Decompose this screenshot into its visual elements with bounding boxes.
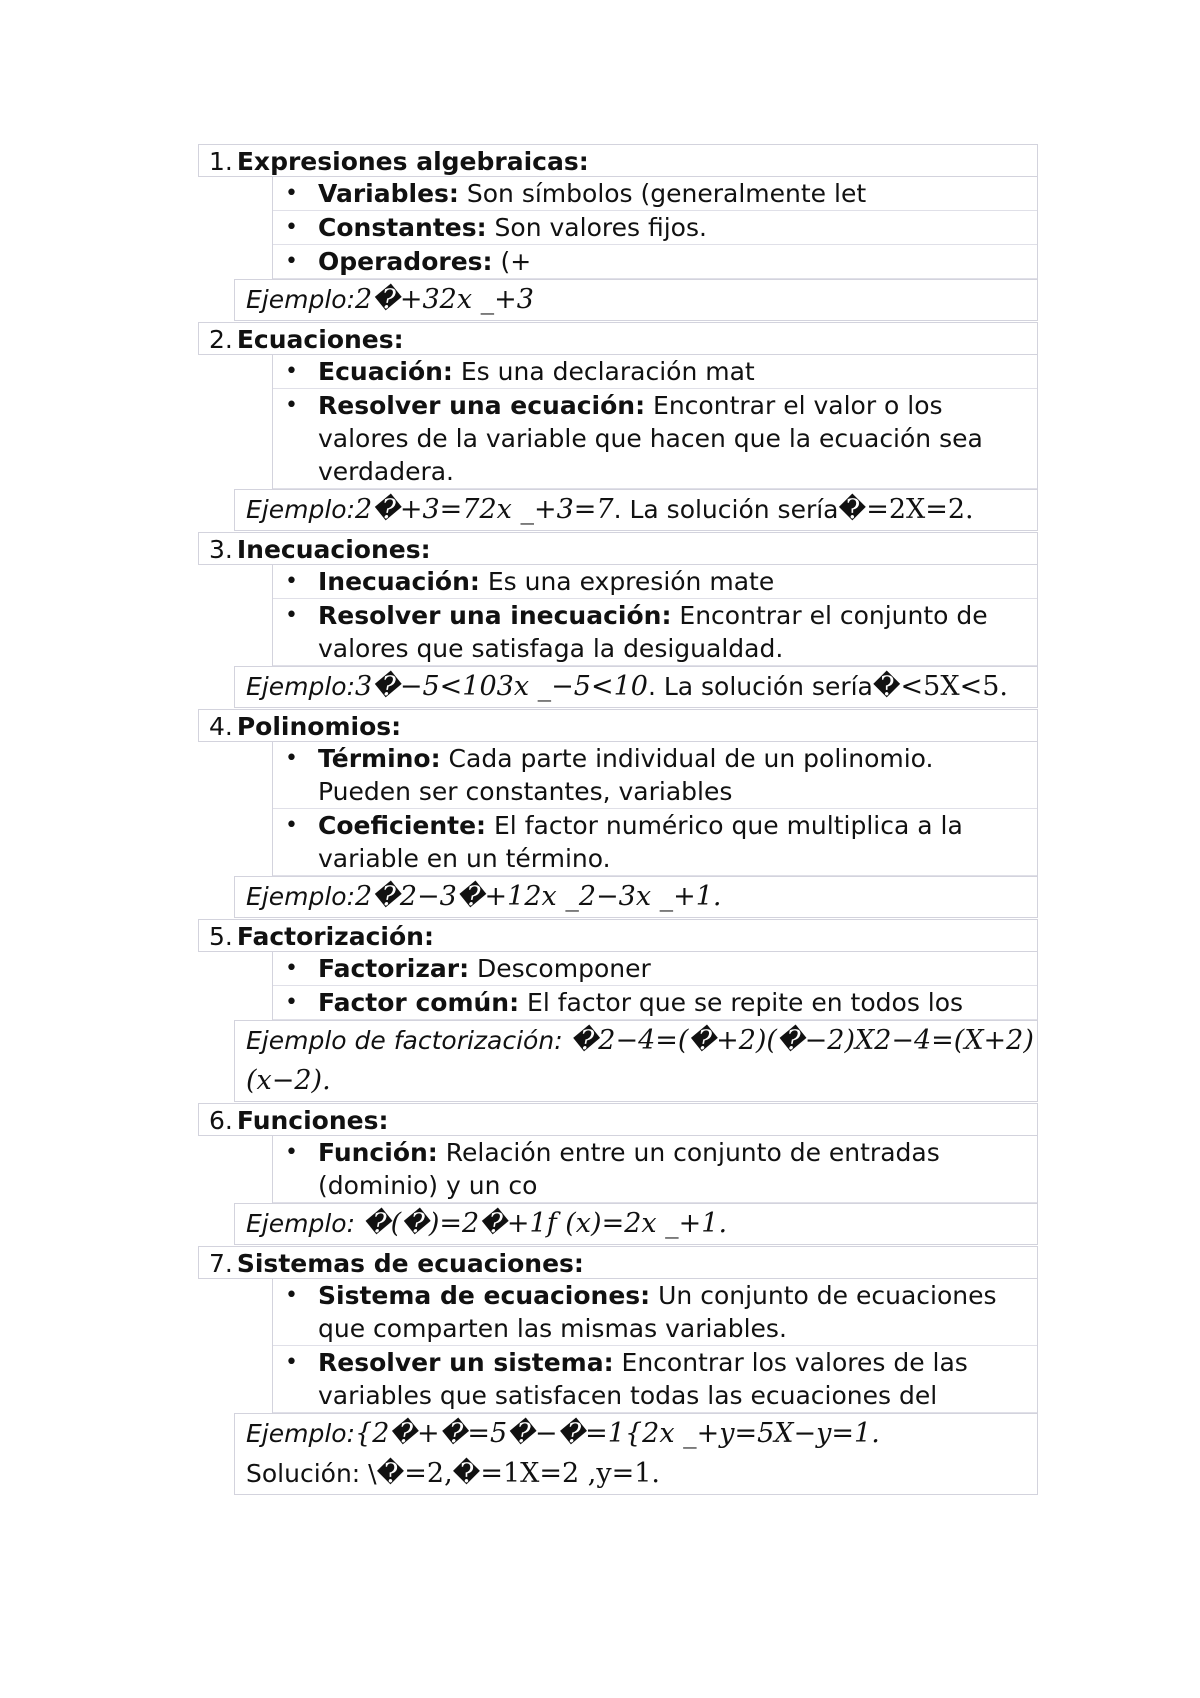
section-number: 5.	[209, 922, 233, 951]
example-block	[234, 489, 1038, 531]
item-list	[272, 565, 1038, 666]
section-number: 2.	[209, 325, 233, 354]
bullet-icon: •	[285, 215, 298, 240]
list-item	[273, 177, 1037, 211]
solution-label: Solución: \	[246, 1459, 377, 1488]
list-item	[273, 809, 1037, 876]
item-list	[272, 1279, 1038, 1413]
item-text: Encontrar el valor o los valores de la variable que hacen que la ecuación sea verdadera.	[318, 391, 983, 486]
example-block	[234, 666, 1038, 708]
item-list	[272, 177, 1038, 279]
bullet-icon: •	[285, 956, 298, 981]
example-text: . La solución sería	[613, 495, 839, 524]
bullet-icon: •	[285, 603, 298, 628]
item-term: Resolver una ecuación:	[318, 391, 646, 420]
section-title: Factorización:	[236, 922, 434, 951]
list-item	[273, 211, 1037, 245]
document	[198, 143, 1038, 1495]
section-heading	[198, 144, 1038, 177]
bullet-icon: •	[285, 249, 298, 274]
list-item	[273, 742, 1037, 809]
example-math: 2�2−3�+12x _2−3x _+1.	[355, 881, 722, 912]
section-heading	[198, 1246, 1038, 1279]
example-math: {2�+�=5�−�=1{2x _+y=5X−y=1.	[355, 1418, 880, 1449]
item-text: (+	[492, 247, 532, 276]
item-text: Descomponer	[469, 954, 651, 983]
list-item	[273, 389, 1037, 489]
section-number: 6.	[209, 1106, 233, 1135]
bullet-icon: •	[285, 1350, 298, 1375]
section-title: Sistemas de ecuaciones:	[236, 1249, 584, 1278]
item-text: Encontrar los valores de las variables que satisfacen todas las ecuaciones del	[318, 1348, 968, 1410]
item-term: Ecuación:	[318, 357, 453, 386]
bullet-icon: •	[285, 181, 298, 206]
item-text: Relación entre un conjunto de entradas (dominio) y un co	[318, 1138, 940, 1200]
example-label: Ejemplo:	[246, 1209, 356, 1238]
list-item	[273, 952, 1037, 986]
item-text: Cada parte individual de un polinomio. Pueden ser constantes, variables	[318, 744, 934, 806]
section-heading	[198, 709, 1038, 742]
item-text: Encontrar el conjunto de valores que satisfaga la desigualdad.	[318, 601, 988, 663]
example-block	[234, 279, 1038, 321]
item-text: Un conjunto de ecuaciones que comparten las mismas variables.	[318, 1281, 997, 1343]
example-line	[246, 1414, 1037, 1454]
section-heading	[198, 322, 1038, 355]
example-label: Ejemplo:	[246, 882, 356, 911]
list-item	[273, 1279, 1037, 1346]
list-item	[273, 1136, 1037, 1203]
list-item	[273, 1346, 1037, 1413]
section-number: 7.	[209, 1249, 233, 1278]
section-heading	[198, 532, 1038, 565]
item-term: Factor común:	[318, 988, 520, 1017]
solution-math: �=2,�=1X=2 ,y=1.	[376, 1458, 660, 1489]
solution-line	[246, 1454, 1037, 1494]
item-list	[272, 1136, 1038, 1203]
example-text: . La solución sería	[647, 672, 873, 701]
item-text: Es una expresión mate	[479, 567, 775, 596]
item-text: El factor numérico que multiplica a la variable en un término.	[318, 811, 963, 873]
section-heading	[198, 1103, 1038, 1136]
example-label: Ejemplo de factorización:	[246, 1026, 563, 1055]
section-number: 1.	[209, 147, 233, 176]
item-text: El factor que se repite en todos los	[519, 988, 964, 1017]
bullet-icon: •	[285, 1283, 298, 1308]
example-label: Ejemplo:	[246, 285, 356, 314]
bullet-icon: •	[285, 569, 298, 594]
bullet-icon: •	[285, 393, 298, 418]
item-term: Coeficiente:	[318, 811, 487, 840]
example-math: 3�−5<103x _−5<10	[355, 671, 648, 702]
section-title: Expresiones algebraicas:	[236, 147, 589, 176]
list-item	[273, 245, 1037, 279]
example-result: �=2X=2.	[838, 494, 974, 525]
item-term: Constantes:	[318, 213, 487, 242]
section-title: Polinomios:	[236, 712, 402, 741]
section-title: Inecuaciones:	[236, 535, 431, 564]
example-result: �<5X<5.	[872, 671, 1008, 702]
section-title: Funciones:	[236, 1106, 389, 1135]
item-text: Son símbolos (generalmente let	[458, 179, 867, 208]
example-math: �2−4=(�+2)(�−2)X2−4=(X+2)(x−2).	[246, 1025, 1034, 1096]
item-term: Variables:	[318, 179, 459, 208]
item-term: Factorizar:	[318, 954, 470, 983]
item-term: Término:	[318, 744, 441, 773]
example-label: Ejemplo:	[246, 495, 356, 524]
item-term: Operadores:	[318, 247, 493, 276]
example-block	[234, 1203, 1038, 1245]
item-text: Es una declaración mat	[452, 357, 755, 386]
section-number: 4.	[209, 712, 233, 741]
example-math: �(�)=2�+1f (x)=2x _+1.	[362, 1208, 728, 1239]
section-number: 3.	[209, 535, 233, 564]
bullet-icon: •	[285, 990, 298, 1015]
example-math: 2�+32x _+3	[355, 284, 534, 315]
bullet-icon: •	[285, 746, 298, 771]
item-term: Función:	[318, 1138, 438, 1167]
example-label: Ejemplo:	[246, 1419, 356, 1448]
example-block	[234, 1413, 1038, 1495]
example-math: 2�+3=72x _+3=7	[355, 494, 614, 525]
section-title: Ecuaciones:	[236, 325, 404, 354]
example-block	[234, 876, 1038, 918]
bullet-icon: •	[285, 359, 298, 384]
list-item	[273, 599, 1037, 666]
list-item	[273, 355, 1037, 389]
item-text: Son valores fijos.	[486, 213, 707, 242]
example-block	[234, 1020, 1038, 1102]
example-label: Ejemplo:	[246, 672, 356, 701]
section-heading	[198, 919, 1038, 952]
item-list	[272, 742, 1038, 876]
item-term: Resolver una inecuación:	[318, 601, 672, 630]
list-item	[273, 565, 1037, 599]
item-list	[272, 952, 1038, 1020]
bullet-icon: •	[285, 1140, 298, 1165]
list-item	[273, 986, 1037, 1020]
item-list	[272, 355, 1038, 489]
bullet-icon: •	[285, 813, 298, 838]
item-term: Resolver un sistema:	[318, 1348, 614, 1377]
item-term: Inecuación:	[318, 567, 480, 596]
item-term: Sistema de ecuaciones:	[318, 1281, 651, 1310]
